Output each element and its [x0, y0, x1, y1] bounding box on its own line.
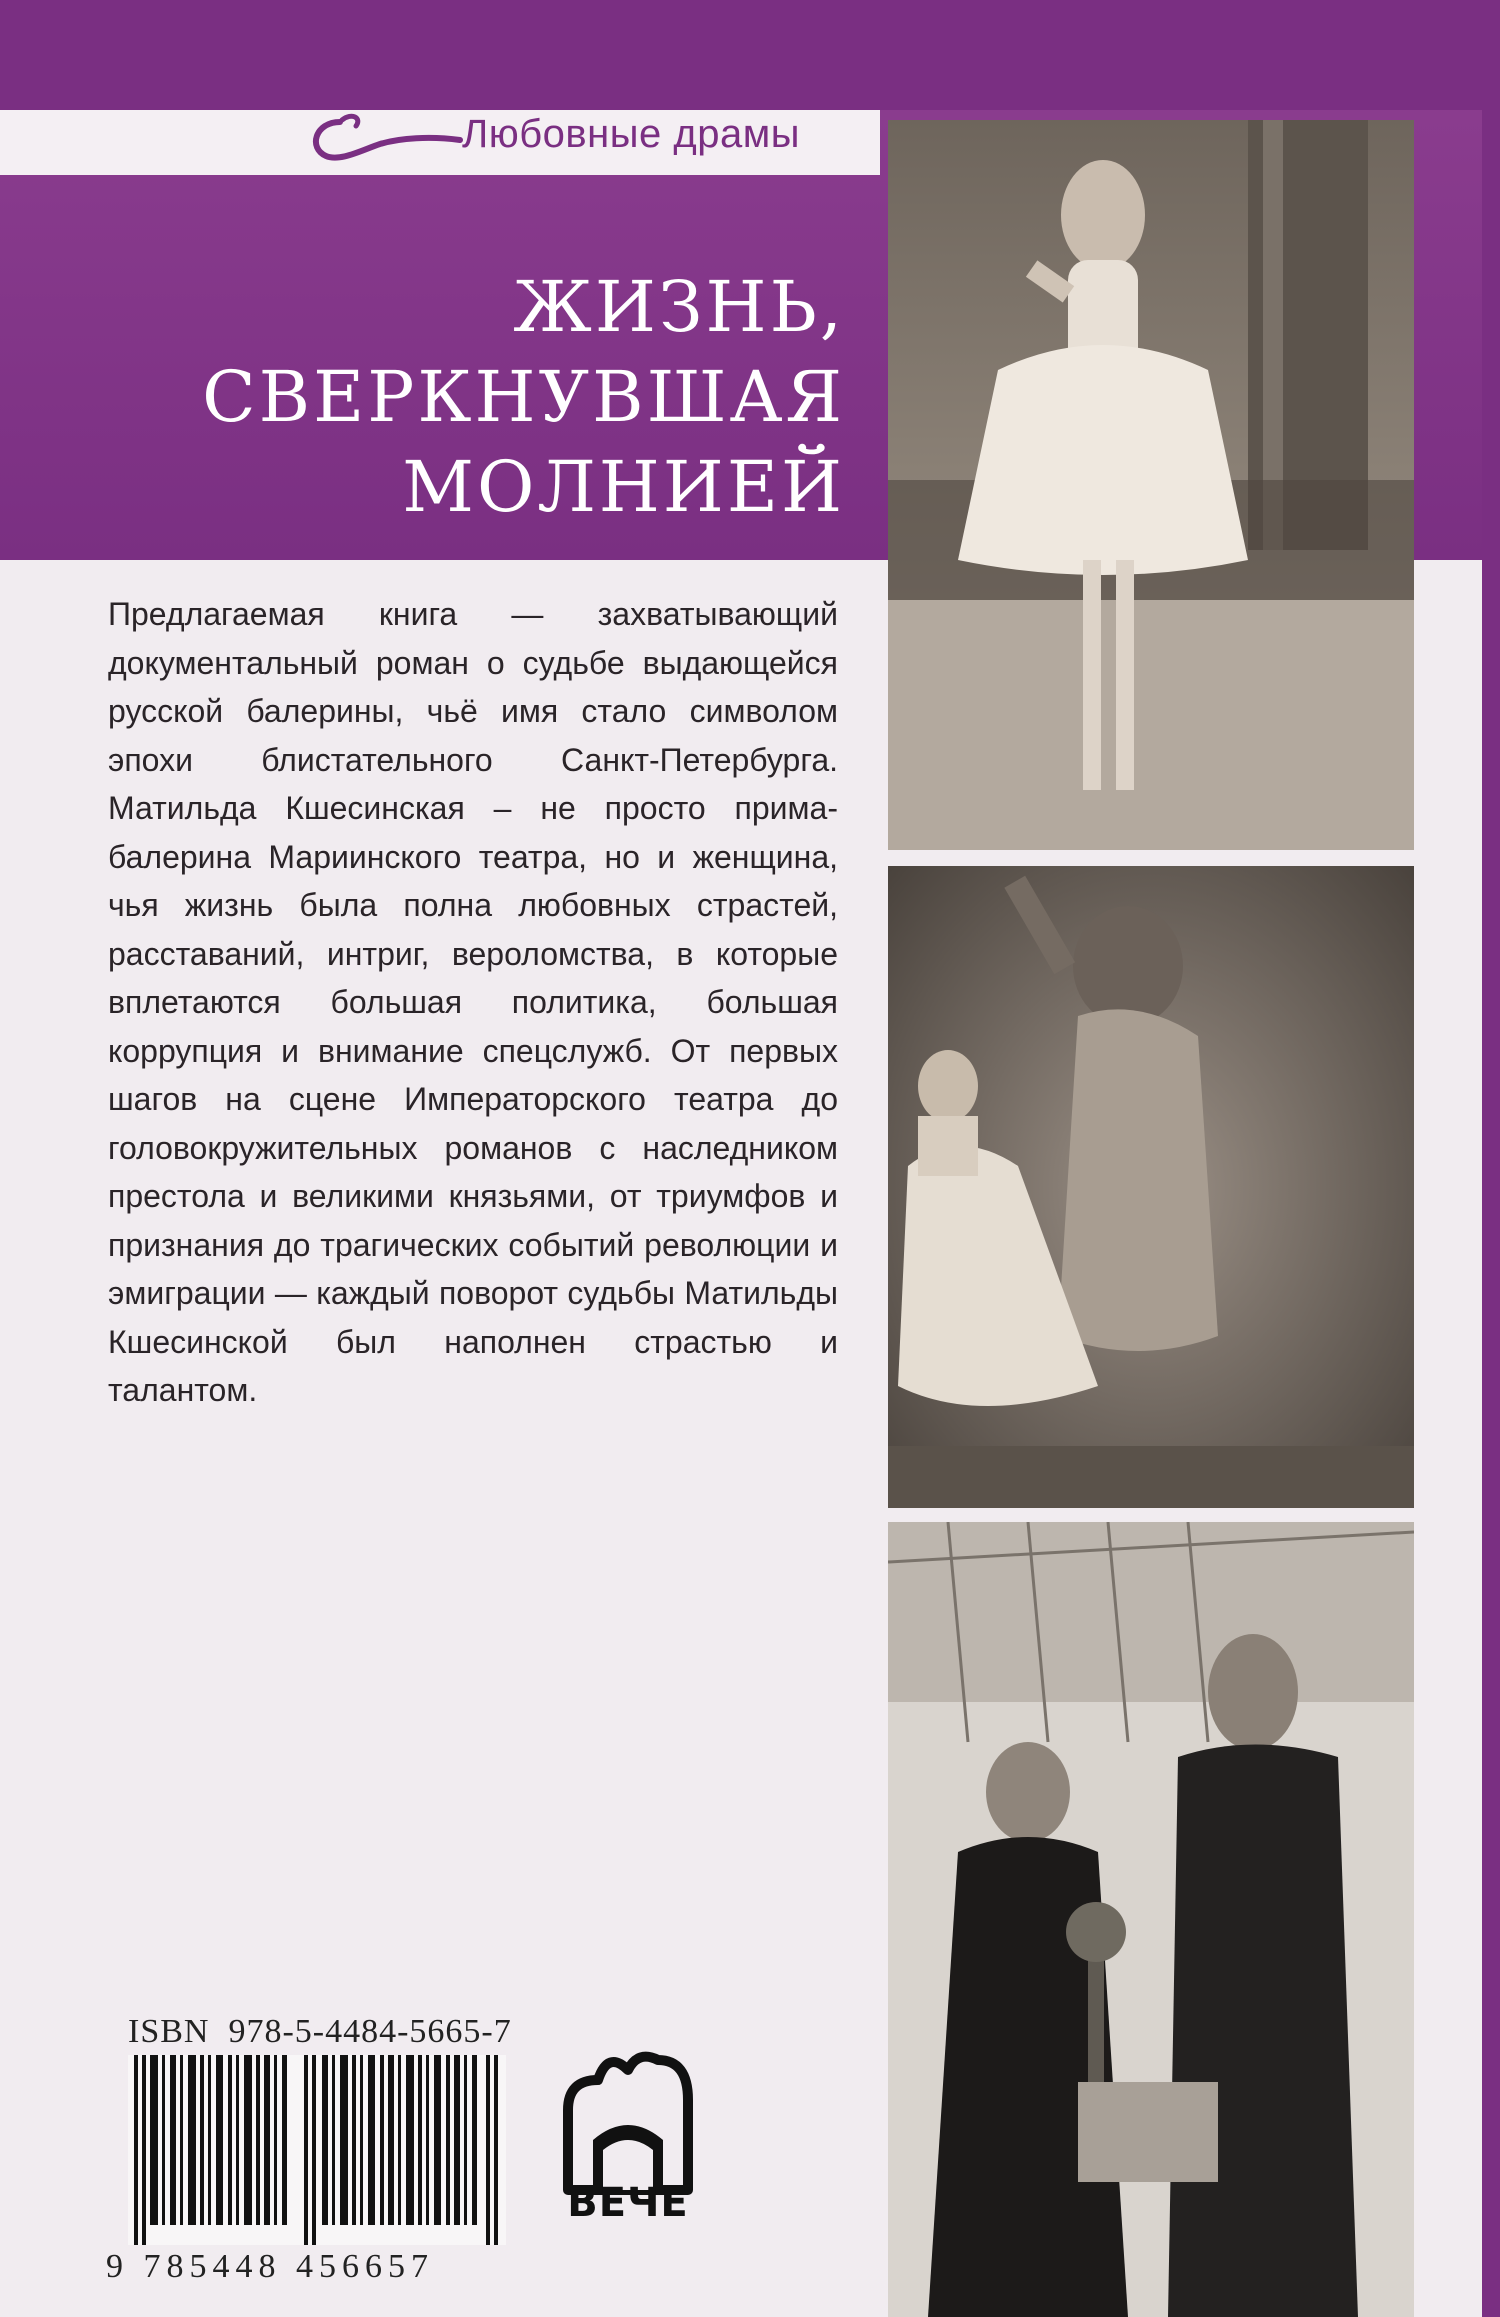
isbn-label: [128, 2013, 512, 2051]
barcode-digits: 9 785448 456657: [106, 2248, 434, 2285]
barcode-icon: [128, 2055, 506, 2245]
photo-stage-performers: [888, 866, 1414, 1508]
publisher-name: ВЕЧЕ: [567, 2180, 689, 2226]
photo-couple: [888, 1522, 1414, 2317]
right-purple-strip: [1482, 0, 1500, 2317]
book-description: Предлагаемая книга — захватывающий документальный роман о судьбе выдающейся русской балерины, чьё имя стало символом эпохи блистательного Санкт-Петербурга. Матильда Кшесинская – не просто прима-балерина Мариинского театра, но и женщина, чья жизнь была полна любовных страстей, расставаний, интриг, вероломства, в которые вплетаются большая политика, большая коррупция и внимание спецслужб. От первых шагов на сцене Императорского театра до головокружительных романов с наследником престола и великими князьями, от триумфов и признания до трагических событий революции и эмиграции — каждый поворот судьбы Матильды Кшесинской был наполнен страстью и талантом.: [108, 596, 838, 1408]
series-swirl-icon: [300, 100, 480, 180]
isbn-prefix: ISBN: [128, 2013, 210, 2050]
title-line-2: СВЕРКНУВШАЯ: [202, 356, 845, 438]
series-label: Любовные драмы: [462, 112, 800, 156]
isbn-number: 978-5-4484-5665-7: [228, 2013, 512, 2050]
top-purple-strip: [0, 0, 1500, 110]
title-line-3: МОЛНИЕЙ: [402, 446, 845, 528]
title-line-1: ЖИЗНЬ,: [513, 266, 845, 348]
photo-ballerina: [888, 120, 1414, 850]
book-title: [202, 262, 845, 532]
